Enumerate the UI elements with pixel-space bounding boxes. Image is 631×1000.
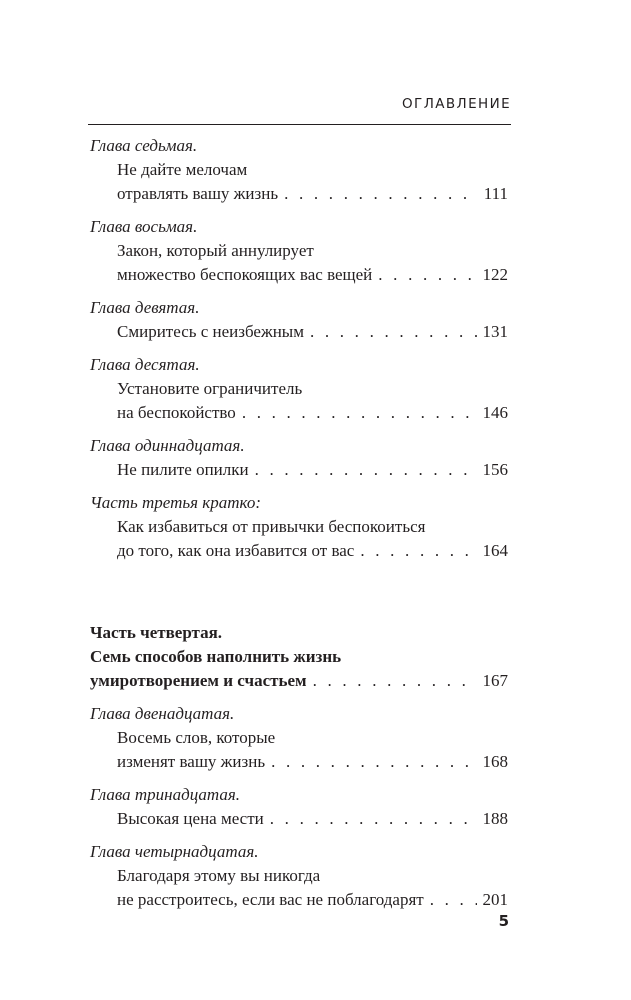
page-number: 201 — [482, 890, 508, 909]
header-title: ОГЛАВЛЕНИЕ — [402, 96, 511, 112]
leader-dots — [360, 539, 476, 563]
part-title-line: Часть четвертая. — [90, 623, 223, 642]
toc-entry-chapter-14[interactable] — [90, 840, 508, 912]
toc-entry-chapter-10[interactable] — [90, 353, 508, 425]
running-header — [88, 96, 511, 125]
toc-entry-chapter-9[interactable] — [90, 296, 508, 344]
leader-dots — [271, 750, 476, 774]
chapter-label: Глава восьмая. — [90, 217, 198, 236]
chapter-title-text: отравлять вашу жизнь — [117, 184, 279, 203]
leader-dots — [378, 263, 476, 287]
chapter-title-line-with-page — [90, 320, 508, 344]
toc-entry-chapter-8[interactable] — [90, 215, 508, 287]
part-title-line: Семь способов наполнить жизнь — [90, 647, 342, 666]
leader-dots — [284, 182, 478, 206]
toc-entry-part-3-summary[interactable] — [90, 491, 508, 563]
chapter-title-line: Как избавиться от привычки беспокоиться — [117, 517, 426, 536]
chapter-label: Часть третья кратко: — [90, 493, 261, 512]
chapter-title-line: Установите ограничитель — [117, 379, 303, 398]
table-of-contents — [90, 134, 508, 921]
leader-dots — [255, 458, 477, 482]
page-number: 146 — [482, 403, 508, 422]
chapter-title-text: до того, как она избавится от вас — [117, 541, 355, 560]
chapter-title-line-with-page — [90, 182, 508, 206]
page-number: 156 — [482, 460, 508, 479]
chapter-title-text: Смиритесь с неизбежным — [117, 322, 304, 341]
chapter-label: Глава тринадцатая. — [90, 785, 241, 804]
chapter-title-line: Восемь слов, которые — [117, 728, 276, 747]
chapter-title-line: Закон, который аннулирует — [117, 241, 314, 260]
part-title-line-with-page — [90, 669, 508, 693]
chapter-label: Глава двенадцатая. — [90, 704, 235, 723]
chapter-title-text: не расстроитесь, если вас не поблагодарят — [117, 890, 424, 909]
chapter-label: Глава четырнадцатая. — [90, 842, 259, 861]
toc-entry-chapter-11[interactable] — [90, 434, 508, 482]
chapter-title-line-with-page — [90, 401, 508, 425]
chapter-title-line-with-page — [90, 263, 508, 287]
chapter-label: Глава десятая. — [90, 355, 200, 374]
toc-entry-chapter-13[interactable] — [90, 783, 508, 831]
leader-dots — [310, 320, 477, 344]
page-number: 167 — [482, 671, 508, 690]
page-number: 122 — [482, 265, 508, 284]
chapter-title-line-with-page — [90, 539, 508, 563]
leader-dots — [430, 888, 477, 912]
chapter-title-line-with-page — [90, 888, 508, 912]
chapter-title-text: Не пилите опилки — [117, 460, 249, 479]
leader-dots — [242, 401, 477, 425]
chapter-label: Глава седьмая. — [90, 136, 198, 155]
leader-dots — [313, 669, 477, 693]
toc-entry-chapter-7[interactable] — [90, 134, 508, 206]
leader-dots — [270, 807, 477, 831]
chapter-title-line: Не дайте мелочам — [117, 160, 248, 179]
page-number: 164 — [482, 541, 508, 560]
chapter-title-line-with-page — [90, 458, 508, 482]
chapter-title-text: множество беспокоящих вас вещей — [117, 265, 373, 284]
chapter-label: Глава девятая. — [90, 298, 200, 317]
toc-entry-part-4[interactable] — [90, 621, 508, 693]
part-title-text: умиротворением и счастьем — [90, 671, 307, 690]
chapter-title-line: Благодаря этому вы никогда — [117, 866, 321, 885]
chapter-title-line-with-page — [90, 750, 508, 774]
chapter-label: Глава одиннадцатая. — [90, 436, 245, 455]
page-number: 168 — [482, 752, 508, 771]
chapter-title-text: Высокая цена мести — [117, 809, 264, 828]
page-number: 188 — [482, 809, 508, 828]
page-number: 111 — [483, 184, 508, 203]
page-number: 131 — [482, 322, 508, 341]
page-folio-number: 5 — [498, 912, 509, 930]
chapter-title-text: изменят вашу жизнь — [117, 752, 266, 771]
toc-entry-chapter-12[interactable] — [90, 702, 508, 774]
chapter-title-text: на беспокойство — [117, 403, 236, 422]
chapter-title-line-with-page — [90, 807, 508, 831]
